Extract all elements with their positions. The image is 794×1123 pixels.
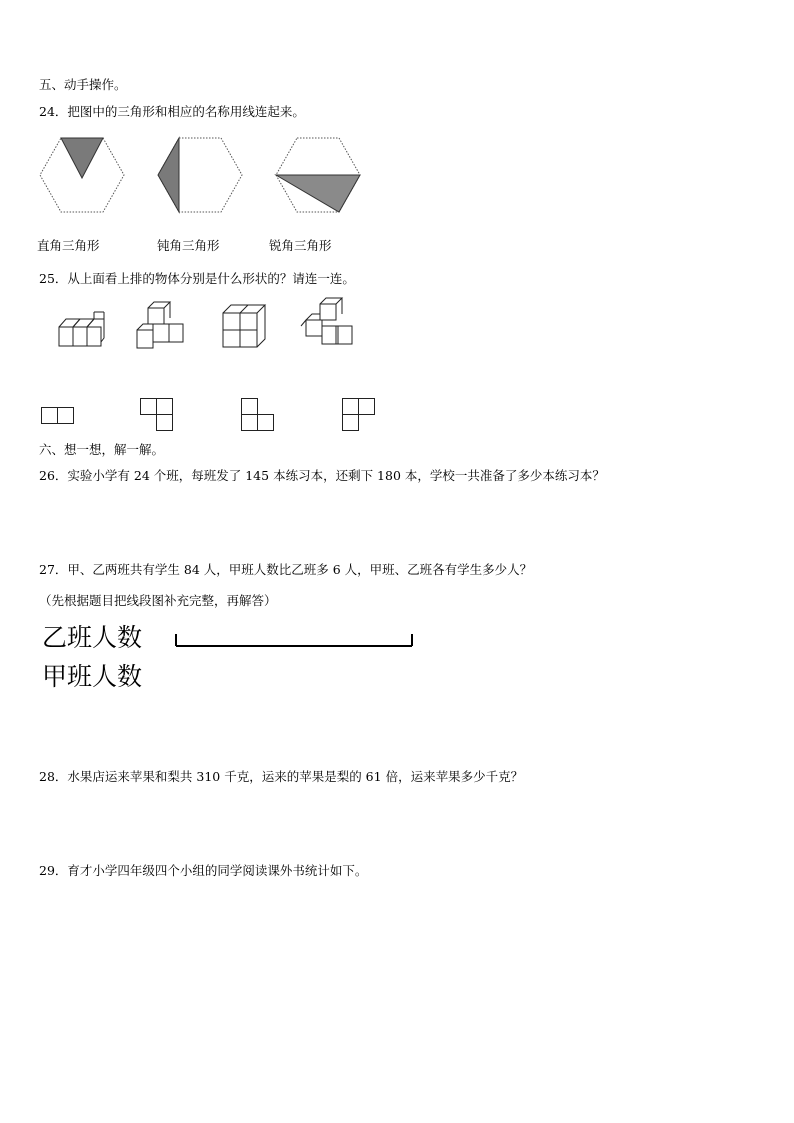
cube-arrangement-2[interactable] bbox=[136, 300, 186, 352]
label-class-yi: 乙班人数 bbox=[42, 623, 143, 652]
question-27: 27．甲、乙两班共有学生 84 人，甲班人数比乙班多 6 人，甲班、乙班各有学生多少人？ bbox=[39, 562, 533, 577]
question-28: 28．水果店运来苹果和梨共 310 千克，运来的苹果是梨的 61 倍，运来苹果多少千克？ bbox=[39, 769, 524, 784]
hexagon-figure-2[interactable] bbox=[158, 136, 244, 214]
hexagon-figure-3[interactable] bbox=[276, 136, 362, 214]
question-27-note: （先根据题目把线段图补充完整，再解答） bbox=[39, 593, 277, 608]
label-acute-triangle[interactable]: 锐角三角形 bbox=[269, 238, 332, 253]
label-obtuse-triangle[interactable]: 钝角三角形 bbox=[157, 238, 220, 253]
cube-arrangement-4[interactable] bbox=[300, 296, 354, 350]
top-view-4[interactable] bbox=[342, 398, 376, 434]
question-26: 26．实验小学有 24 个班，每班发了 145 本练习本，还剩下 180 本，学校一共准备了多少本练习本？ bbox=[39, 468, 605, 483]
question-25: 25．从上面看上排的物体分别是什么形状的？请连一连。 bbox=[39, 271, 355, 286]
cube-arrangement-1[interactable] bbox=[58, 310, 106, 350]
question-24: 24．把图中的三角形和相应的名称用线连起来。 bbox=[39, 104, 305, 119]
question-29: 29．育才小学四年级四个小组的同学阅读课外书统计如下。 bbox=[39, 863, 368, 878]
top-view-1[interactable] bbox=[41, 407, 75, 425]
label-class-jia: 甲班人数 bbox=[42, 662, 143, 691]
section-6-title: 六、想一想，解一解。 bbox=[39, 442, 165, 457]
hexagon-figure-1[interactable] bbox=[40, 136, 126, 214]
cube-arrangement-3[interactable] bbox=[222, 304, 268, 350]
top-view-2[interactable] bbox=[140, 398, 174, 434]
section-5-title: 五、动手操作。 bbox=[39, 77, 127, 92]
top-view-3[interactable] bbox=[241, 398, 275, 434]
segment-yi[interactable] bbox=[175, 632, 415, 650]
label-right-triangle[interactable]: 直角三角形 bbox=[37, 238, 100, 253]
